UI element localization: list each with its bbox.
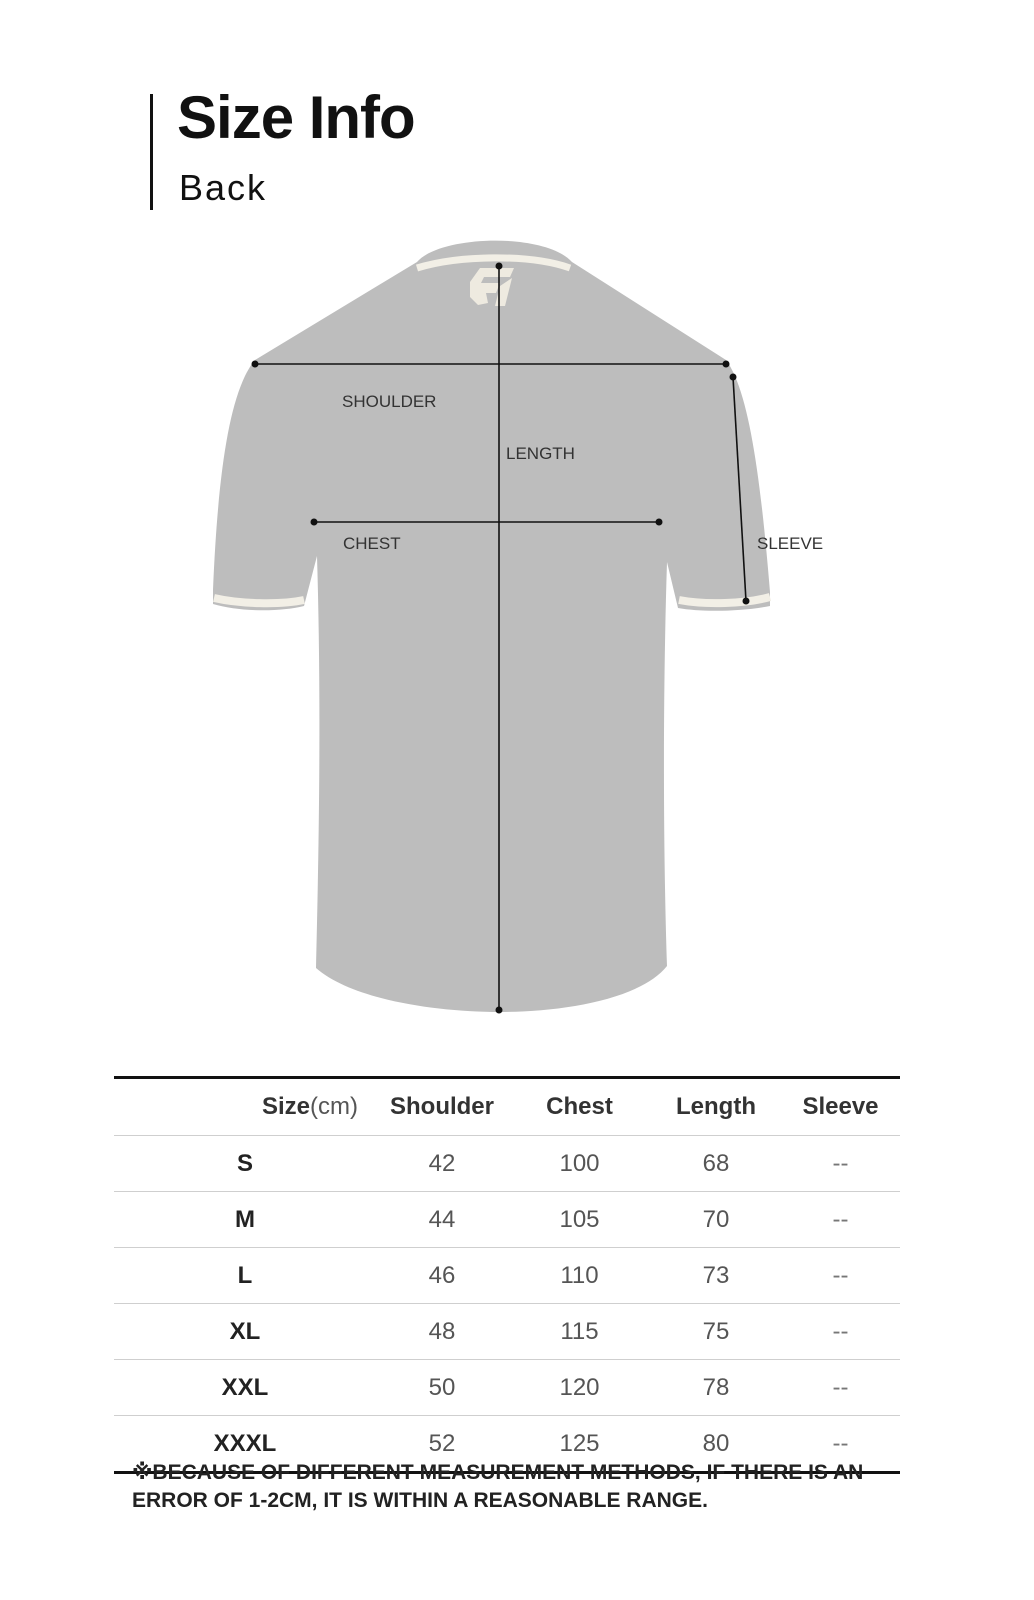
chest-column-header: Chest [508, 1078, 651, 1136]
size-column-header: Size(cm) [114, 1078, 376, 1136]
table-row [114, 1248, 900, 1304]
sleeve-cell: -- [781, 1192, 900, 1248]
table-row [114, 1360, 900, 1416]
shoulder-left-point [252, 361, 259, 368]
shoulder-label: SHOULDER [342, 392, 437, 411]
size-cell: S [114, 1136, 376, 1192]
length-cell: 78 [651, 1360, 781, 1416]
shoulder-right-point [723, 361, 730, 368]
sleeve-cell: -- [781, 1304, 900, 1360]
size-cell: XXXL [114, 1416, 376, 1473]
shoulder-column-header: Shoulder [376, 1078, 508, 1136]
shoulder-cell: 48 [376, 1304, 508, 1360]
size-cell: M [114, 1192, 376, 1248]
chest-label: CHEST [343, 534, 401, 553]
chest-cell: 110 [508, 1248, 651, 1304]
sleeve-bottom-point [743, 598, 750, 605]
table-row [114, 1304, 900, 1360]
shoulder-cell: 50 [376, 1360, 508, 1416]
chest-right-point [656, 519, 663, 526]
sleeve-cell: -- [781, 1248, 900, 1304]
chest-cell: 115 [508, 1304, 651, 1360]
chest-cell: 120 [508, 1360, 651, 1416]
length-top-point [496, 263, 503, 270]
length-label: LENGTH [506, 444, 575, 463]
table-row [114, 1192, 900, 1248]
shoulder-cell: 44 [376, 1192, 508, 1248]
size-chart-table [114, 1076, 900, 1474]
page-subtitle: Back [179, 167, 268, 208]
chest-cell: 100 [508, 1136, 651, 1192]
length-column-header: Length [651, 1078, 781, 1136]
page-title: Size Info [177, 84, 415, 151]
shoulder-cell: 52 [376, 1416, 508, 1473]
size-cell: XL [114, 1304, 376, 1360]
shoulder-cell: 42 [376, 1136, 508, 1192]
sleeve-cell: -- [781, 1360, 900, 1416]
sleeve-column-header: Sleeve [781, 1078, 900, 1136]
length-bottom-point [496, 1007, 503, 1014]
sleeve-cell: -- [781, 1136, 900, 1192]
chest-cell: 105 [508, 1192, 651, 1248]
size-cell: L [114, 1248, 376, 1304]
sleeve-label: SLEEVE [757, 534, 824, 553]
length-cell: 80 [651, 1416, 781, 1473]
length-cell: 68 [651, 1136, 781, 1192]
length-cell: 73 [651, 1248, 781, 1304]
measurement-note: ※BECAUSE OF DIFFERENT MEASUREMENT METHODS, IF THERE IS AN ERROR OF 1-2CM, IT IS WITHIN A REASONABLE RANGE. [132, 1461, 864, 1512]
chest-cell: 125 [508, 1416, 651, 1473]
sleeve-cell: -- [781, 1416, 900, 1473]
size-cell: XXL [114, 1360, 376, 1416]
shirt-back-shape [213, 241, 770, 1012]
table-header-row [114, 1078, 900, 1136]
shoulder-cell: 46 [376, 1248, 508, 1304]
sleeve-top-point [730, 374, 737, 381]
table-row [114, 1136, 900, 1192]
length-cell: 70 [651, 1192, 781, 1248]
chest-left-point [311, 519, 318, 526]
length-cell: 75 [651, 1304, 781, 1360]
